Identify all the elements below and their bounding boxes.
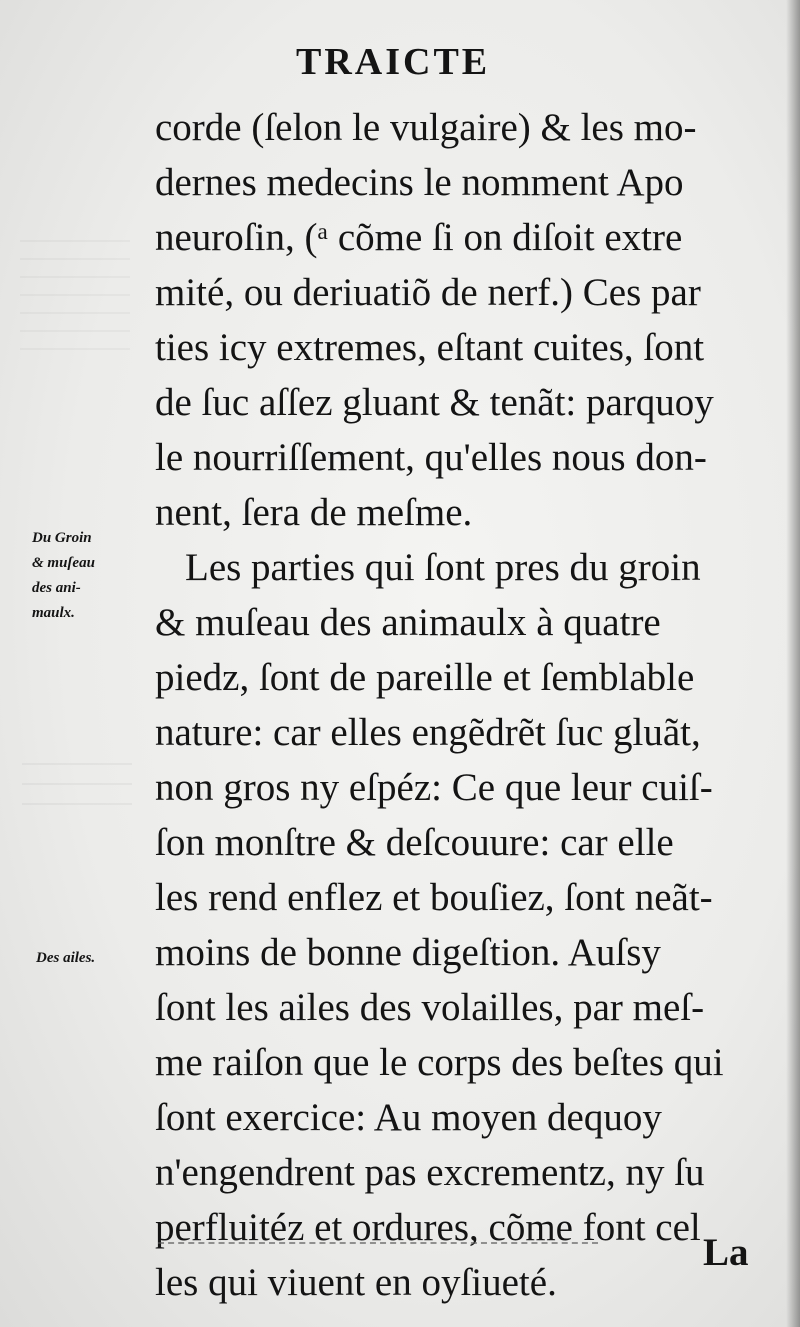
text-line: mité, ou deriuatiõ de nerf.) Ces par: [155, 271, 701, 314]
text-line: piedz, ſont de pareille et ſemblable: [155, 656, 695, 699]
bleed-through-mark: [22, 755, 132, 805]
text-line: me raiſon que le corps des beſtes qui: [155, 1041, 724, 1084]
text-line: ties icy extremes, eſtant cuites, ſont: [155, 326, 705, 369]
running-title: TRAICTE: [296, 41, 491, 83]
text-line: ſont les ailes des volailles, par meſ-: [155, 986, 705, 1029]
text-line: perfluitéz et ordures, cõme font cel: [155, 1206, 701, 1249]
page-spine-shadow: [786, 0, 800, 1327]
text-line: nent, ſera de meſme.: [155, 491, 473, 534]
text-line: moins de bonne digeſtion. Auſsy: [155, 931, 661, 974]
margin-note-ailes: Des ailes.: [36, 950, 96, 966]
text-line: dernes medecins le nomment Apo: [155, 161, 684, 204]
text-line: corde (ſelon le vulgaire) & les mo-: [155, 106, 697, 149]
text-line: & muſeau des animaulx à quatre: [155, 601, 661, 644]
text-line: le nourriſſement, qu'elles nous don-: [155, 436, 707, 479]
text-line: ſon monſtre & deſcouure: car elle: [155, 821, 674, 864]
text-line: neuroſin, (ᵃ cõme ſi on diſoit extre: [155, 216, 683, 259]
bleed-through-mark: [20, 230, 130, 350]
text-line: les qui viuent en oyſiueté.: [155, 1261, 557, 1304]
text-line: Les parties qui ſont pres du groin: [185, 546, 701, 589]
text-line: ſont exercice: Au moyen dequoy: [155, 1096, 662, 1139]
bottom-rule: [158, 1242, 598, 1244]
margin-note-line: Du Groin: [32, 530, 92, 546]
text-line: les rend enflez et bouſiez, ſont neãt-: [155, 876, 713, 919]
text-line: n'engendrent pas excrementz, ny ſu: [155, 1151, 705, 1194]
catchword: La: [703, 1231, 749, 1274]
margin-note-line: & muſeau: [32, 555, 95, 571]
text-line: de ſuc aſſez gluant & tenãt: parquoy: [155, 381, 714, 424]
text-line: nature: car elles engẽdrẽt ſuc gluãt,: [155, 711, 701, 754]
text-line: non gros ny eſpéz: Ce que leur cuiſ-: [155, 766, 713, 809]
margin-note-line: des ani-: [32, 580, 81, 596]
margin-note-line: maulx.: [32, 605, 75, 621]
